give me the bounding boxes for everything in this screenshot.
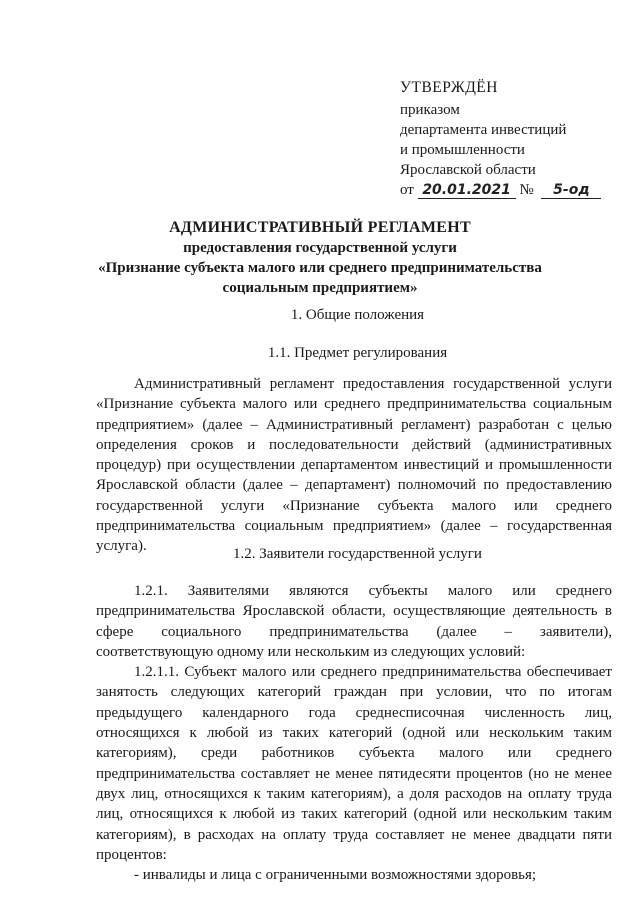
paragraph-subject (96, 374, 612, 557)
title-line-4: социальным предприятием» (222, 280, 418, 296)
title-line-2: предоставления государственной услуги (183, 240, 457, 256)
approval-line-region: Ярославской области (400, 162, 536, 178)
approval-stamp (400, 78, 620, 200)
paragraph-applicants (96, 581, 612, 885)
approval-heading: УТВЕРЖДЁН (400, 79, 498, 96)
section-heading-general: 1. Общие положения (290, 307, 425, 323)
order-prefix: от (400, 182, 414, 198)
order-number-label: № (519, 182, 534, 198)
title-line-3: «Признание субъекта малого или среднего предпринимательства (98, 260, 542, 276)
approval-line-industry: и промышленности (400, 142, 525, 158)
list-item: - инвалиды и лица с ограниченными возможностями здоровья; (134, 867, 537, 884)
document-title (90, 218, 550, 298)
order-date-number-line (400, 180, 620, 200)
paragraph-text: 1.2.1.1. Субъект малого или среднего предпринимательства обеспечивает занятость следующих категорий граждан при условии, что по итогам предыдущего календарного года среднесписочная численность лиц, относящихся к любой из таких категорий (одной или нескольким таким категориям), среди работников субъекта малого или среднего предпринимательства составляет не менее пятидесяти процентов (но не менее двух лиц, относящихся к таким категориям), а доля расходов на оплату труда лиц, относящихся к любой из таких категорий (одной или нескольким таким категориям), в расходах на оплату труда составляет не менее двадцати пяти процентов: (96, 664, 612, 863)
paragraph-text: Административный регламент предоставления государственной услуги «Признание субъекта малого или среднего предпринимательства социальным предприятием» (далее – Административный регламент) разработан с целью определения сроков и последовательности действий (административных процедур) при осуществлении департаментом инвестиций и промышленности Ярославской области (далее – департамент) полномочий по предоставлению государственной услуги «Признание субъекта малого или среднего предпринимательства социальным предприятием» (далее – государственная услуга). (96, 376, 612, 555)
section-heading-applicants: 1.2. Заявители государственной услуги (233, 546, 482, 562)
approval-line-department: департамента инвестиций (400, 122, 567, 138)
title-line-1: АДМИНИСТРАТИВНЫЙ РЕГЛАМЕНТ (169, 219, 471, 236)
order-date: 20.01.2021 (418, 183, 516, 199)
approval-line-order: приказом (400, 102, 460, 118)
order-number: 5-од (541, 183, 601, 199)
section-heading-subject: 1.1. Предмет регулирования (267, 345, 448, 361)
paragraph-text: 1.2.1. Заявителями являются субъекты малого или среднего предпринимательства Ярославской области, осуществляющие деятельность в сфере социального предпринимательства (далее – заявители), соответствующую одному или нескольким из следующих условий: (96, 583, 612, 660)
